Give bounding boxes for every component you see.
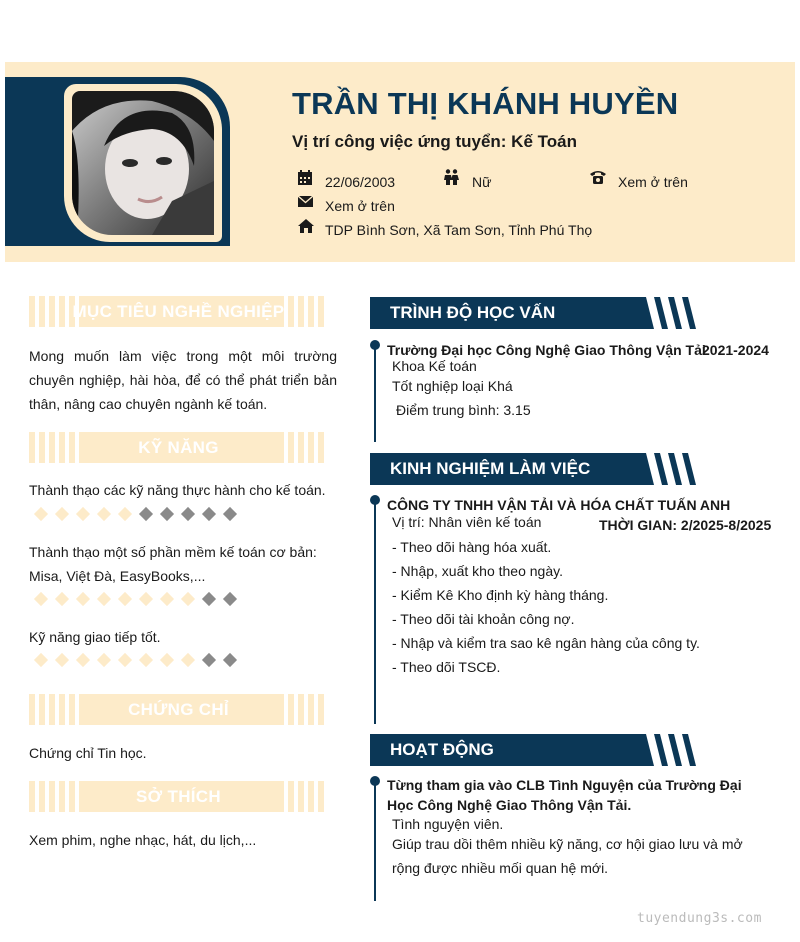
skill-rating	[33, 591, 237, 609]
experience-duty: - Theo dõi tài khoản công nợ.	[392, 611, 575, 627]
education-gpa: Điểm trung bình: 3.15	[396, 402, 531, 418]
timeline-line	[374, 783, 376, 901]
email-icon	[297, 194, 315, 210]
rating-diamond	[117, 506, 132, 521]
hobbies-section-header	[29, 781, 328, 812]
watermark: tuyendung3s.com	[637, 911, 762, 926]
timeline-line	[374, 502, 376, 724]
address: TDP Bình Sơn, Xã Tam Sơn, Tỉnh Phú Thọ	[325, 222, 593, 238]
experience-section-header	[370, 453, 700, 485]
experience-company: CÔNG TY TNHH VẬN TẢI VÀ HÓA CHẤT TUẤN ANH	[387, 497, 731, 513]
education-years: 2021-2024	[702, 342, 769, 358]
rating-diamond	[201, 506, 216, 521]
activity-desc: Giúp trau dồi thêm nhiều kỹ năng, cơ hội giao lưu và mở rộng được nhiều mối quan hệ mới.	[392, 836, 743, 876]
experience-duty: - Theo dõi hàng hóa xuất.	[392, 539, 552, 555]
birthdate: 22/06/2003	[325, 174, 396, 190]
skill-rating	[33, 506, 237, 524]
skill-item: Thành thạo một số phần mềm kế toán cơ bản: Misa, Việt Đà, EasyBooks,...	[29, 544, 317, 584]
certificates-section-header	[29, 694, 328, 725]
phone-icon	[589, 169, 607, 185]
activities-section-header	[370, 734, 700, 766]
rating-diamond	[96, 591, 111, 606]
timeline-dot	[370, 776, 380, 786]
stripes-decoration	[640, 453, 700, 485]
rating-diamond	[75, 506, 90, 521]
experience-period: THỜI GIAN: 2/2025-8/2025	[599, 517, 772, 533]
rating-diamond	[138, 591, 153, 606]
rating-diamond	[75, 652, 90, 667]
rating-diamond	[159, 506, 174, 521]
rating-diamond	[96, 652, 111, 667]
rating-diamond	[201, 652, 216, 667]
rating-diamond	[138, 506, 153, 521]
objective-section-header	[29, 296, 328, 327]
avatar	[72, 91, 214, 235]
skill-rating	[33, 652, 237, 670]
rating-diamond	[54, 591, 69, 606]
education-section-header	[370, 297, 700, 329]
objective-title: MỤC TIÊU NGHỀ NGHIỆP	[72, 302, 285, 321]
candidate-name: TRẦN THỊ KHÁNH HUYỀN	[292, 86, 679, 121]
phone: Xem ở trên	[618, 174, 688, 190]
rating-diamond	[33, 652, 48, 667]
rating-diamond	[117, 591, 132, 606]
rating-diamond	[117, 652, 132, 667]
gender-icon	[443, 169, 461, 185]
timeline-dot	[370, 495, 380, 505]
activity-role: Tình nguyện viên.	[392, 816, 504, 832]
skills-section-header	[29, 432, 328, 463]
calendar-icon	[297, 170, 315, 186]
position-title: Vị trí công việc ứng tuyển: Kế Toán	[292, 132, 577, 151]
rating-diamond	[33, 506, 48, 521]
experience-duty: - Kiểm Kê Kho định kỳ hàng tháng.	[392, 587, 609, 603]
certificates-text: Chứng chỉ Tin học.	[29, 745, 147, 761]
hobbies-title: SỞ THÍCH	[136, 787, 221, 806]
education-school: Trường Đại học Công Nghệ Giao Thông Vận Tải	[387, 342, 706, 358]
rating-diamond	[159, 652, 174, 667]
timeline-line	[374, 346, 376, 442]
rating-diamond	[222, 652, 237, 667]
rating-diamond	[33, 591, 48, 606]
rating-diamond	[222, 506, 237, 521]
stripes-decoration	[640, 734, 700, 766]
rating-diamond	[180, 591, 195, 606]
certificates-title: CHỨNG CHỈ	[128, 700, 229, 719]
rating-diamond	[138, 652, 153, 667]
email: Xem ở trên	[325, 198, 395, 214]
experience-duty: - Theo dõi TSCĐ.	[392, 659, 501, 675]
rating-diamond	[75, 591, 90, 606]
rating-diamond	[180, 652, 195, 667]
experience-role: Vị trí: Nhân viên kế toán	[392, 514, 542, 530]
hobbies-text: Xem phim, nghe nhạc, hát, du lịch,...	[29, 832, 257, 848]
skills-title: KỸ NĂNG	[138, 438, 219, 457]
rating-diamond	[222, 591, 237, 606]
activity-title: Từng tham gia vào CLB Tình Nguyện của Trường Đại Học Công Nghệ Giao Thông Vận Tải.	[387, 777, 742, 813]
skill-item: Thành thạo các kỹ năng thực hành cho kế toán.	[29, 482, 326, 498]
rating-diamond	[201, 591, 216, 606]
experience-duty: - Nhập và kiểm tra sao kê ngân hàng của công ty.	[392, 635, 700, 651]
rating-diamond	[159, 591, 174, 606]
education-degree: Tốt nghiệp loại Khá	[392, 378, 513, 394]
experience-duty: - Nhập, xuất kho theo ngày.	[392, 563, 563, 579]
gender: Nữ	[472, 174, 492, 190]
stripes-decoration	[640, 297, 700, 329]
education-title: TRÌNH ĐỘ HỌC VẤN	[390, 303, 556, 322]
rating-diamond	[54, 652, 69, 667]
home-icon	[297, 218, 315, 234]
rating-diamond	[96, 506, 111, 521]
activities-title: HOẠT ĐỘNG	[390, 740, 494, 759]
experience-title: KINH NGHIỆM LÀM VIỆC	[390, 459, 591, 478]
skill-item: Kỹ năng giao tiếp tốt.	[29, 629, 161, 645]
education-faculty: Khoa Kế toán	[392, 358, 477, 374]
rating-diamond	[180, 506, 195, 521]
objective-text: Mong muốn làm việc trong một môi trường chuyên nghiệp, hài hòa, để có thể phát triển bản thân, nâng cao chuyên ngành kế toán.	[29, 348, 337, 412]
rating-diamond	[54, 506, 69, 521]
timeline-dot	[370, 340, 380, 350]
